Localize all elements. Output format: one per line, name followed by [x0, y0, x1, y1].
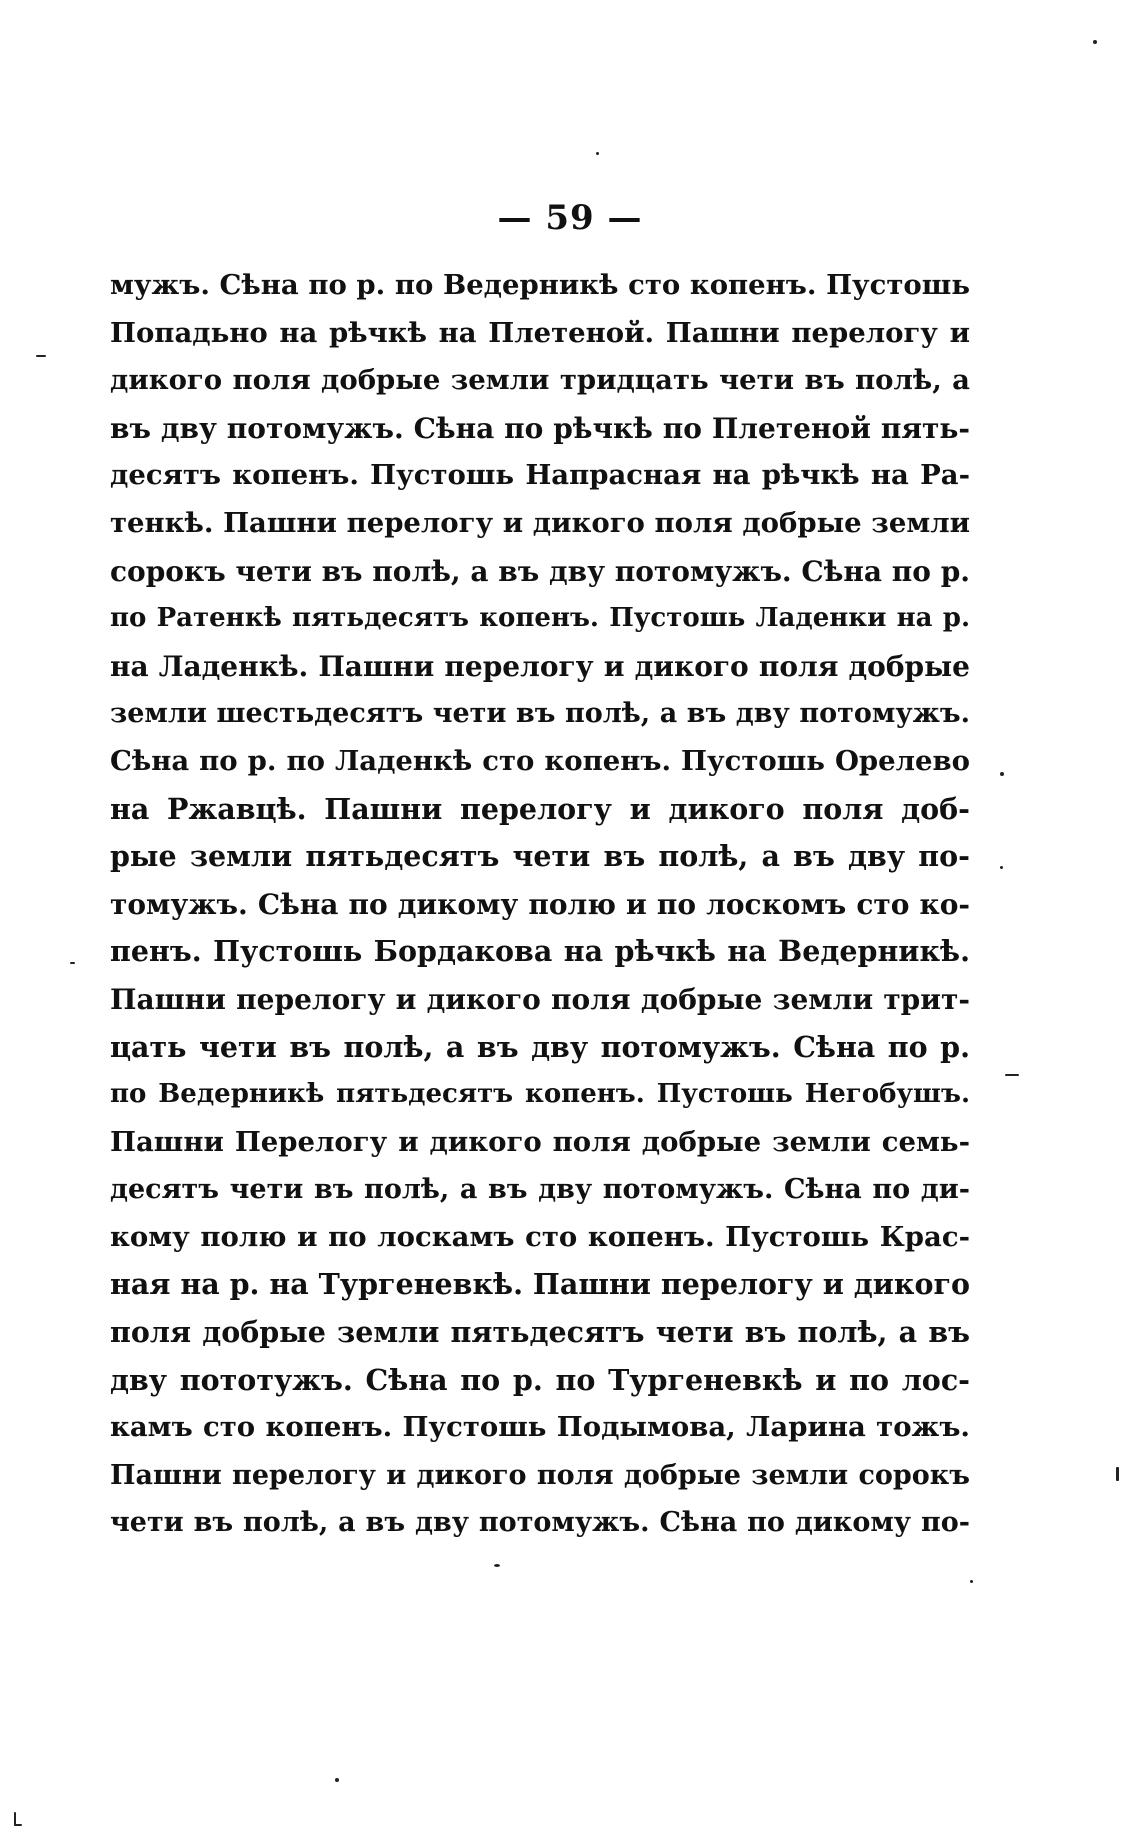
- text-line: Попадьно на рѣчкѣ на Плетеной. Пашни перелогу и: [110, 316, 970, 349]
- text-line: мужъ. Сѣна по р. по Ведерникѣ сто копенъ. Пустошь: [110, 269, 970, 301]
- text-line: ная на р. на Тургеневкѣ. Пашни перелогу и дикого: [110, 1267, 970, 1302]
- text-line: камъ сто копенъ. Пустошь Подымова, Ларина тожъ.: [110, 1411, 970, 1444]
- scan-speck: [335, 1778, 339, 1782]
- scan-speck: [1093, 40, 1097, 44]
- text-line: тенкѣ. Пашни перелогу и дикого поля добрые земли: [110, 506, 970, 539]
- text-line: дву пототужъ. Сѣна по р. по Тургеневкѣ и по лос-: [110, 1362, 970, 1397]
- text-line: десятъ копенъ. Пустошь Напрасная на рѣчкѣ на Ра-: [110, 459, 970, 492]
- text-line: по Ведерникѣ пятьдесятъ копенъ. Пустошь Негобушъ.: [110, 1079, 970, 1110]
- text-line: пенъ. Пустошь Бордакова на рѣчкѣ на Ведерникѣ.: [110, 934, 970, 969]
- scan-speck: [36, 355, 46, 357]
- text-line: рые земли пятьдесятъ чети въ полѣ, а въ дву по-: [110, 839, 970, 874]
- text-line: на Ржавцѣ. Пашни перелогу и дикого поля доб-: [110, 791, 970, 826]
- body-text: [110, 262, 970, 1547]
- text-line: въ дву потомужъ. Сѣна по рѣчкѣ по Плетеной пять-: [110, 411, 970, 445]
- scan-speck: [70, 962, 75, 964]
- text-line: дикого поля добрые земли тридцать чети въ полѣ, а: [110, 364, 970, 397]
- text-line: Сѣна по р. по Ладенкѣ сто копенъ. Пустошь Орелево: [110, 744, 970, 777]
- text-line: Пашни перелогу и дикого поля добрые земли трит-: [110, 982, 970, 1016]
- text-line: чети въ полѣ, а въ дву потомужъ. Сѣна по дикому по-: [110, 1507, 970, 1539]
- text-line: Пашни Перелогу и дикого поля добрые земли семь-: [110, 1125, 970, 1158]
- text-line: цать чети въ полѣ, а въ дву потомужъ. Сѣна по р.: [110, 1029, 970, 1064]
- scan-speck: [1005, 1074, 1019, 1076]
- scan-speck: [494, 1564, 500, 1567]
- text-line: поля добрые земли пятьдесятъ чети въ полѣ, а въ: [110, 1315, 970, 1350]
- page-number: — 59 —: [497, 198, 643, 238]
- text-line: томужъ. Сѣна по дикому полю и по лоскомъ сто ко-: [110, 887, 970, 921]
- scan-speck: [14, 1824, 22, 1826]
- text-line: сорокъ чети въ полѣ, а въ дву потомужъ. Сѣна по р.: [110, 554, 970, 588]
- scan-speck: [1116, 1467, 1119, 1481]
- text-line: Пашни перелогу и дикого поля добрые земли сорокъ: [110, 1459, 970, 1491]
- text-line: десятъ чети въ полѣ, а въ дву потомужъ. Сѣна по ди-: [110, 1174, 970, 1206]
- scan-speck: [596, 152, 599, 155]
- scan-speck: [970, 1580, 973, 1583]
- scan-speck: [1000, 772, 1004, 776]
- text-line: земли шестьдесятъ чети въ полѣ, а въ дву потомужъ.: [110, 698, 970, 730]
- text-line: кому полю и по лоскамъ сто копенъ. Пустошь Крас-: [110, 1220, 970, 1253]
- text-line: на Ладенкѣ. Пашни перелогу и дикого поля добрые: [110, 649, 970, 683]
- scan-speck: [1000, 866, 1003, 869]
- text-line: по Ратенкѣ пятьдесятъ копенъ. Пустошь Ладенки на р.: [110, 603, 970, 634]
